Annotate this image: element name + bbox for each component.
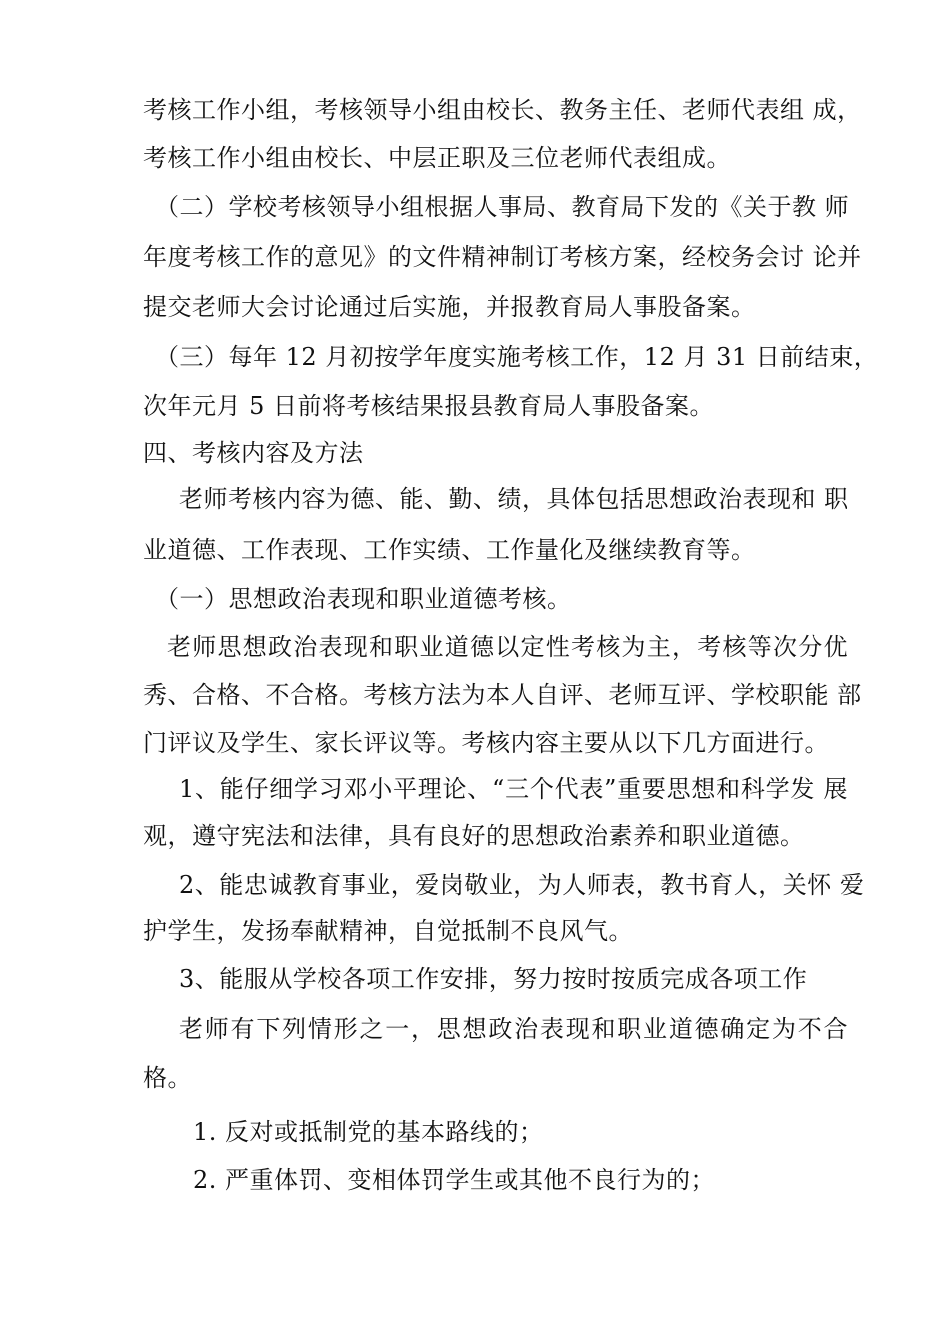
list-item-2: 2、能忠诚教育事业，爱岗敬业，为人师表，教书育人，关怀 爱 [179, 871, 865, 899]
list-item-1: 1、能仔细学习邓小平理论、“三个代表”重要思想和科学发 展 [179, 775, 848, 803]
text-line-16: 观，遵守宪法和法律，具有良好的思想政治素养和职业道德。 [143, 822, 805, 850]
text-line-4: 年度考核工作的意见》的文件精神制订考核方案，经校务会讨 论并 [143, 243, 862, 271]
text-line-3: （二）学校考核领导小组根据人事局、教育局下发的《关于教 师 [155, 193, 850, 221]
text-line-14: 门评议及学生、家长评议等。考核内容主要从以下几方面进行。 [143, 729, 829, 757]
text-line-1: 考核工作小组，考核领导小组由校长、教务主任、老师代表组 成， [143, 96, 862, 124]
text-line-9: 老师考核内容为德、能、勤、绩，具体包括思想政治表现和 职 [179, 485, 849, 513]
text-line-6: （三）每年 12 月初按学年度实施考核工作，12 月 31 日前结束， [155, 343, 879, 371]
text-line-12: 老师思想政治表现和职业道德以定性考核为主，考核等次分优 [167, 633, 848, 661]
numbered-item-1: 1. 反对或抵制党的基本路线的； [193, 1118, 544, 1146]
text-line-13: 秀、合格、不合格。考核方法为本人自评、老师互评、学校职能 部 [143, 681, 862, 709]
text-line-21: 格。 [143, 1064, 192, 1092]
text-line-20: 老师有下列情形之一，思想政治表现和职业道德确定为不合 [179, 1015, 848, 1043]
numbered-item-2: 2. 严重体罚、变相体罚学生或其他不良行为的； [193, 1166, 716, 1194]
text-line-7: 次年元月 5 日前将考核结果报县教育局人事股备案。 [143, 392, 715, 420]
text-line-10: 业道德、工作表现、工作实绩、工作量化及继续教育等。 [143, 536, 756, 564]
text-line-18: 护学生，发扬奉献精神，自觉抵制不良风气。 [143, 917, 633, 945]
list-item-3: 3、能服从学校各项工作安排，努力按时按质完成各项工作 [179, 965, 808, 993]
text-line-5: 提交老师大会讨论通过后实施，并报教育局人事股备案。 [143, 293, 756, 321]
subsection-heading: （一）思想政治表现和职业道德考核。 [155, 585, 572, 613]
text-line-2: 考核工作小组由校长、中层正职及三位老师代表组成。 [143, 144, 731, 172]
section-heading: 四、考核内容及方法 [143, 439, 364, 467]
